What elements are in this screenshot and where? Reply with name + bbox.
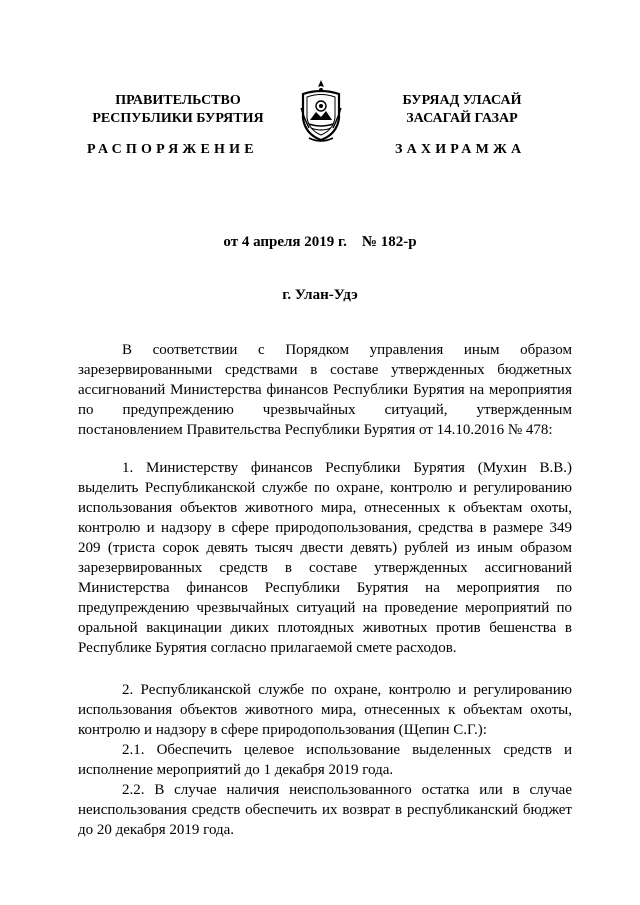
item-2-1-text: 2.1. Обеспечить целевое использование выделенных средств и исполнение мероприятий до 1 декабря 2019 года. xyxy=(78,742,572,778)
header-government-ru xyxy=(78,92,278,128)
header-left-line2: РЕСПУБЛИКИ БУРЯТИЯ xyxy=(92,111,264,126)
header-right-line2: ЗАСАГАЙ ГАЗАР xyxy=(406,111,518,126)
date-and-number: от 4 апреля 2019 г. № 182-р xyxy=(223,234,417,250)
item-2 xyxy=(78,680,572,840)
doc-type-ru: РАСПОРЯЖЕНИЕ xyxy=(87,142,258,157)
header-left-line1: ПРАВИТЕЛЬСТВО xyxy=(115,93,241,108)
item-1-text: 1. Министерству финансов Республики Бурятия (Мухин В.В.) выделить Республиканской службе по охране, контролю и регулированию использования объектов животного мира, отнесенных к объектам охоты, контролю и надзору в сфере природопользования, средства в размере 349 209 (триста сорок девять тысяч двести девять) рублей из иным образом зарезервированных средств в составе утвержденных ассигнований Министерства финансов Республики Бурятия на мероприятия по предупреждению чрезвычайных ситуаций на проведение мероприятий по оральной вакцинации диких плотоядных животных против бешенства в Республике Бурятия согласно прилагаемой смете расходов. xyxy=(78,460,572,656)
city: г. Улан-Удэ xyxy=(282,287,358,303)
doc-type-bua: ЗАХИРАМЖА xyxy=(395,142,526,157)
intro-paragraph xyxy=(78,340,572,440)
item-2-2-text: 2.2. В случае наличия неиспользованного остатка или в случае неиспользования средств обеспечить их возврат в республиканский бюджет до 20 декабря 2019 года. xyxy=(78,782,572,838)
header-right-line1: БУРЯАД УЛАСАЙ xyxy=(402,93,522,108)
header-government-bua xyxy=(362,92,562,128)
intro-text: В соответствии с Порядком управления иным образом зарезервированными средствами в составе утвержденных бюджетных ассигнований Министерства финансов Республики Бурятия на мероприятия по предупреждению чрезвычайных ситуаций, утвержденным постановлением Правительства Республики Бурятия от 14.10.2016 № 478: xyxy=(78,342,572,438)
item-2-text: 2. Республиканской службе по охране, контролю и регулированию использования объектов животного мира, отнесенных к объектам охоты, контролю и надзору в сфере природопользования (Щепин С.Г.): xyxy=(78,682,572,738)
item-1 xyxy=(78,458,572,658)
coat-of-arms-emblem xyxy=(299,78,343,144)
